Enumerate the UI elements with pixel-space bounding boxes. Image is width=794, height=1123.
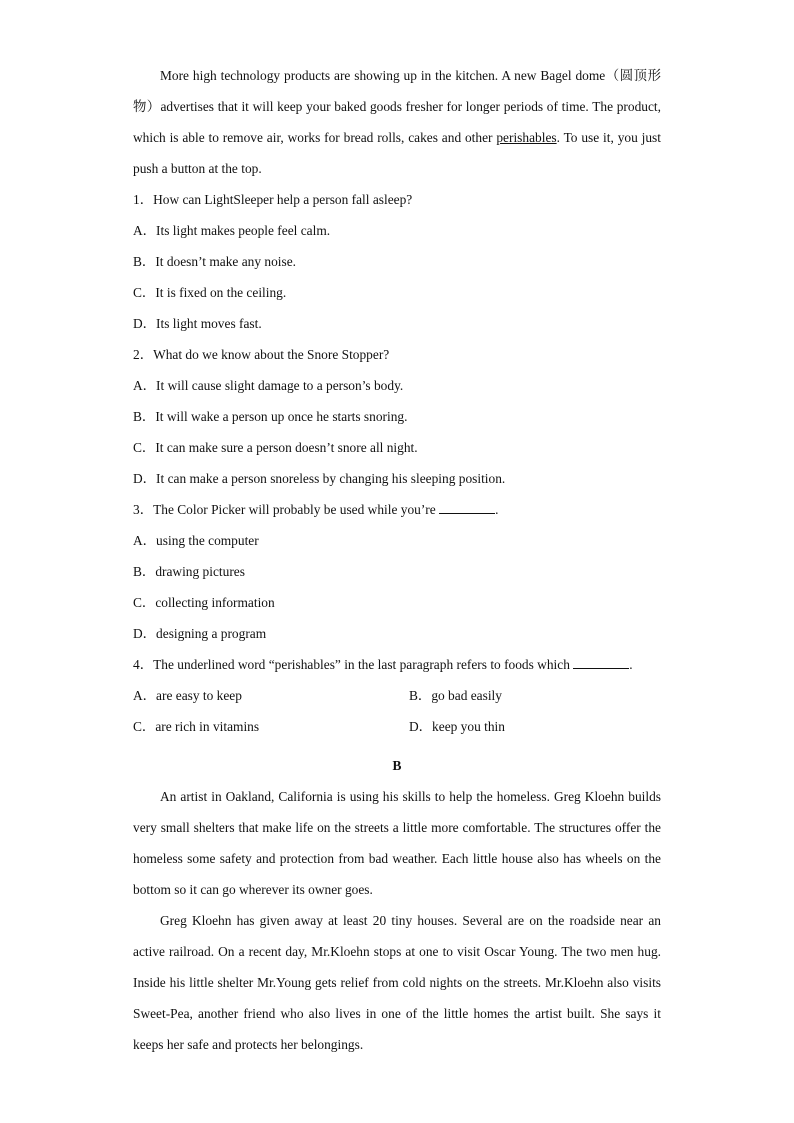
underlined-word: perishables	[496, 130, 557, 145]
passage-paragraph	[133, 60, 661, 184]
answer-blank	[439, 501, 495, 514]
question-2-stem: 2．What do we know about the Snore Stopper?	[133, 347, 390, 362]
question-1-option-b: B．It doesn’t make any noise.	[133, 254, 297, 269]
question-2-option-b: B．It will wake a person up once he starts snoring.	[133, 409, 408, 424]
question-4-option-b: B．go bad easily	[409, 688, 502, 703]
question-1-option-c: C．It is fixed on the ceiling.	[133, 285, 287, 300]
section-title: B	[392, 758, 402, 773]
question-3-option-d: D．designing a program	[133, 626, 267, 641]
question-3-option-c: C．collecting information	[133, 595, 275, 610]
question-4-option-c: C．are rich in vitamins	[133, 719, 260, 734]
question-4-option-a: A．are easy to keep	[133, 688, 242, 703]
question-3-stem-end: .	[495, 502, 499, 517]
question-3-option-b: B．drawing pictures	[133, 564, 245, 579]
question-3-option-a: A．using the computer	[133, 533, 259, 548]
question-3-stem-text: 3．The Color Picker will probably be used while you’re	[133, 502, 440, 517]
question-1-option-d: D．Its light moves fast.	[133, 316, 262, 331]
page-content	[133, 60, 661, 1060]
question-3-stem	[133, 494, 661, 525]
question-2-option-d: D．It can make a person snoreless by changing his sleeping position.	[133, 471, 506, 486]
question-4-option-d: D．keep you thin	[409, 719, 505, 734]
question-1-option-a: A．Its light makes people feel calm.	[133, 223, 331, 238]
question-2-option-c: C．It can make sure a person doesn’t snore all night.	[133, 440, 418, 455]
question-2-option-a: A．It will cause slight damage to a person’s body.	[133, 378, 404, 393]
section-b-paragraph-1: An artist in Oakland, California is using his skills to help the homeless. Greg Kloehn builds very small shelters that make life on the streets a little more comfortable. The structures offer the homeless some safety and protection from bad weather. Each little house also has wheels on the bottom so it can go wherever its owner goes.	[133, 789, 661, 897]
passage-text: More high technology products are showing up in the kitchen. A new Bagel dome（圆顶形物）advertises that it will keep your baked goods fresher for longer periods of time. The product, which is able to remove air, works for bread rolls, cakes and other	[133, 68, 661, 145]
answer-blank	[573, 656, 629, 669]
question-4-options-row-2	[133, 711, 661, 742]
passage-text-end: . To use it, you just push a button at the top.	[133, 130, 661, 176]
question-4-options-row-1	[133, 680, 661, 711]
question-4-stem-text: 4．The underlined word “perishables” in the last paragraph refers to foods which	[133, 657, 574, 672]
question-4-stem	[133, 649, 661, 680]
section-b-paragraph-2: Greg Kloehn has given away at least 20 tiny houses. Several are on the roadside near an active railroad. On a recent day, Mr.Kloehn stops at one to visit Oscar Young. The two men hug. Inside his little shelter Mr.Young gets relief from cold nights on the streets. Mr.Kloehn also visits Sweet-Pea, another friend who also lives in one of the little homes the artist built. She says it keeps her safe and protects her belongings.	[133, 913, 661, 1052]
question-4-stem-end: .	[629, 657, 633, 672]
question-1-stem: 1．How can LightSleeper help a person fall asleep?	[133, 192, 413, 207]
